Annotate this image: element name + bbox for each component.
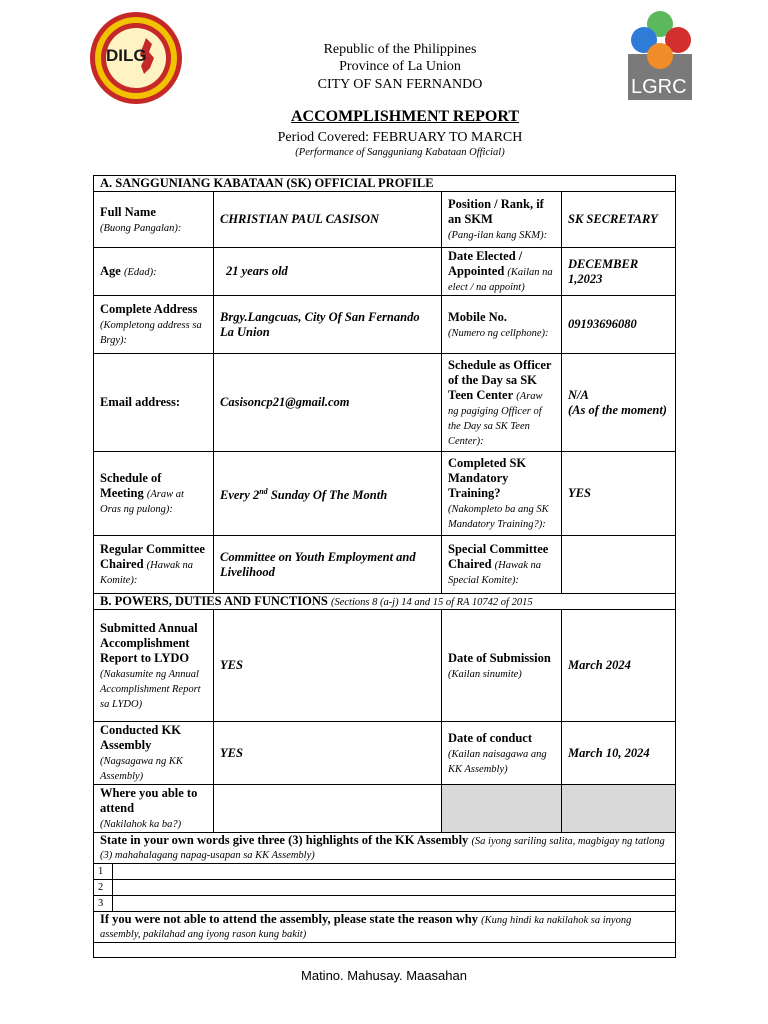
email-label: Email address: xyxy=(94,354,214,452)
training-label: Completed SK Mandatory Training? xyxy=(448,456,527,500)
footer-tagline: Matino. Mahusay. Maasahan xyxy=(301,968,467,983)
highlight-number: 1 xyxy=(94,864,113,879)
full-name-sub: (Buong Pangalan): xyxy=(100,222,182,234)
attend-gray-cell-2 xyxy=(562,785,676,833)
date-elected-value[interactable]: DECEMBER 1,2023 xyxy=(562,248,676,296)
highlight-row xyxy=(94,896,676,912)
meeting-label-cell xyxy=(94,452,214,536)
report-label-cell xyxy=(94,610,214,722)
date-elected-label-cell xyxy=(442,248,562,296)
full-name-value[interactable]: CHRISTIAN PAUL CASISON xyxy=(214,192,442,248)
highlights-sub: (Sa iyong sariling salita, magbigay ng tatlong (3) mahahalagang napag-usapan sa KK Assembly) xyxy=(100,836,665,861)
date-elected-sub: (Kailan na elect / na appoint) xyxy=(448,267,553,293)
meeting-sub: (Araw at Oras ng pulong): xyxy=(100,489,184,515)
attend-value[interactable] xyxy=(214,785,442,833)
schedule-officer-cell[interactable] xyxy=(562,354,676,452)
highlight-text[interactable] xyxy=(113,896,675,911)
assembly-value[interactable]: YES xyxy=(214,722,442,785)
section-a-heading: A. SANGGUNIANG KABATAAN (SK) OFFICIAL PROFILE xyxy=(94,176,676,192)
address-label: Complete Address xyxy=(100,302,198,316)
highlight-text[interactable] xyxy=(113,864,675,879)
email-value[interactable]: Casisoncp21@gmail.com xyxy=(214,354,442,452)
meeting-sup: nd xyxy=(259,486,268,496)
reason-sub: (Kung hindi ka nakilahok sa inyong assembly, pakilahad ang iyong rason kung bakit) xyxy=(100,915,632,940)
submission-label-cell xyxy=(442,610,562,722)
submission-sub: (Kailan sinumite) xyxy=(448,668,522,680)
section-b-heading-cell xyxy=(94,594,676,610)
reason-value[interactable] xyxy=(94,943,676,958)
header-republic: Republic of the Philippines xyxy=(323,42,477,57)
special-committee-label: Special Committee Chaired xyxy=(448,542,549,571)
schedule-officer-note: (As of the moment) xyxy=(568,402,667,417)
submission-label: Date of Submission xyxy=(448,650,551,665)
address-value[interactable]: Brgy.Langcuas, City Of San Fernando La Union xyxy=(214,296,442,354)
regular-committee-label: Regular Committee Chaired xyxy=(100,542,205,571)
header-province: Province of La Union xyxy=(339,59,461,74)
assembly-label-cell xyxy=(94,722,214,785)
attend-sub: (Nakilahok ka ba?) xyxy=(100,819,182,830)
attend-label-cell xyxy=(94,785,214,833)
highlight-row xyxy=(94,864,676,880)
conduct-label-cell xyxy=(442,722,562,785)
mobile-label: Mobile No. xyxy=(448,309,508,324)
assembly-sub: (Nagsagawa ng KK Assembly) xyxy=(100,756,183,782)
meeting-pre: Every 2 xyxy=(220,488,260,503)
highlights-label: State in your own words give three (3) highlights of the KK Assembly xyxy=(100,833,469,847)
period-covered: Period Covered: FEBRUARY TO MARCH xyxy=(277,130,523,145)
header-city: CITY OF SAN FERNANDO xyxy=(317,77,483,92)
address-sub: (Kompletong address sa Brgy): xyxy=(100,320,202,346)
report-value[interactable]: YES xyxy=(214,610,442,722)
dilg-logo xyxy=(88,10,184,106)
position-sub: (Pang-ilan kang SKM): xyxy=(448,230,548,241)
highlight-text[interactable] xyxy=(113,880,675,895)
address-label-cell xyxy=(94,296,214,354)
submission-value[interactable]: March 2024 xyxy=(562,610,676,722)
training-label-cell xyxy=(442,452,562,536)
schedule-officer-value: N/A xyxy=(568,387,589,402)
regular-committee-sub: (Hawak na Komite): xyxy=(100,560,194,586)
profile-form xyxy=(93,175,676,958)
highlights-heading-cell xyxy=(94,833,676,864)
meeting-value[interactable] xyxy=(214,452,442,536)
section-b-heading: B. POWERS, DUTIES AND FUNCTIONS xyxy=(100,594,328,608)
conduct-value[interactable]: March 10, 2024 xyxy=(562,722,676,785)
age-label-cell xyxy=(94,248,214,296)
assembly-label: Conducted KK Assembly xyxy=(100,723,181,752)
mobile-sub: (Numero ng cellphone): xyxy=(448,327,549,339)
age-label: Age xyxy=(100,264,121,278)
date-elected-label: Date Elected / Appointed xyxy=(448,249,523,278)
schedule-officer-sub: (Araw ng pagiging Officer of the Day sa SK Teen Center): xyxy=(448,390,543,447)
conduct-sub: (Kailan naisagawa ang KK Assembly) xyxy=(448,748,547,775)
conduct-label: Date of conduct xyxy=(448,730,533,745)
position-label-cell xyxy=(442,192,562,248)
attend-gray-cell-1 xyxy=(442,785,562,833)
lgrc-logo xyxy=(626,10,696,102)
training-sub: (Nakompleto ba ang SK Mandatory Training?): xyxy=(448,504,549,530)
dilg-logo-text: DILG xyxy=(106,46,147,65)
report-title: ACCOMPLISHMENT REPORT xyxy=(290,108,520,125)
reason-heading-cell xyxy=(94,912,676,943)
regular-committee-label-cell xyxy=(94,536,214,594)
position-value[interactable]: SK SECRETARY xyxy=(562,192,676,248)
training-value[interactable]: YES xyxy=(562,452,676,536)
regular-committee-value[interactable]: Committee on Youth Employment and Livelihood xyxy=(214,536,442,594)
lgrc-logo-text: LGRC xyxy=(631,76,687,98)
age-value[interactable]: 21 years old xyxy=(214,248,442,296)
highlight-row xyxy=(94,880,676,896)
full-name-label-cell xyxy=(94,192,214,248)
mobile-label-cell xyxy=(442,296,562,354)
special-committee-sub: (Hawak na Special Komite): xyxy=(448,560,542,586)
schedule-officer-label-cell xyxy=(442,354,562,452)
reason-label: If you were not able to attend the assembly, please state the reason why xyxy=(100,912,478,926)
report-sub: (Nakasumite ng Annual Accomplishment Report sa LYDO) xyxy=(100,668,201,710)
highlight-number: 2 xyxy=(94,880,113,895)
meeting-label: Schedule of Meeting xyxy=(100,471,162,500)
meeting-post: Sunday Of The Month xyxy=(267,488,388,503)
highlight-number: 3 xyxy=(94,896,113,911)
report-label: Submitted Annual Accomplishment Report to LYDO xyxy=(100,620,198,665)
mobile-value[interactable]: 09193696080 xyxy=(562,296,676,354)
special-committee-value[interactable] xyxy=(562,536,676,594)
full-name-label: Full Name xyxy=(100,204,156,219)
position-label: Position / Rank, if an SKM xyxy=(448,197,544,226)
attend-label: Where you able to attend xyxy=(100,786,198,815)
section-b-heading-sub: (Sections 8 (a-j) 14 and 15 of RA 10742 of 2015 xyxy=(330,597,533,608)
age-sub: (Edad): xyxy=(123,267,157,278)
report-subtitle: (Performance of Sangguniang Kabataan Official) xyxy=(295,147,505,158)
schedule-officer-label: Schedule as Officer of the Day sa SK Teen Center xyxy=(448,357,552,402)
special-committee-label-cell xyxy=(442,536,562,594)
